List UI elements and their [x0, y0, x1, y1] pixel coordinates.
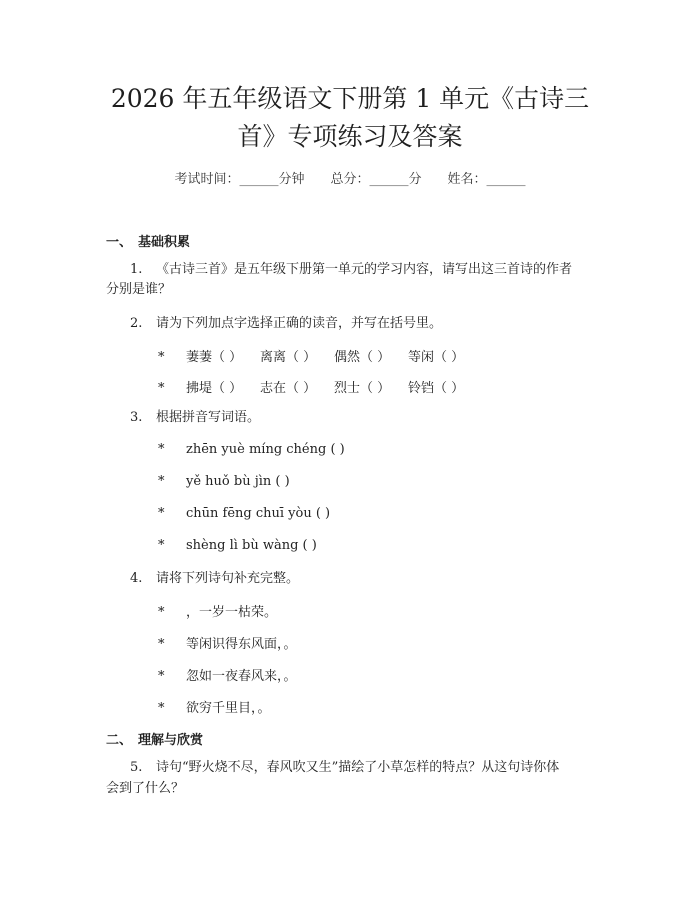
question-number: 5.: [130, 760, 143, 775]
list-item: [158, 377, 482, 396]
bullet-icon: *: [158, 442, 165, 457]
section-label: 理解与欣赏: [138, 733, 204, 748]
section-heading: [106, 729, 203, 748]
bullet-icon: *: [158, 637, 165, 652]
section-number: 二、: [106, 733, 133, 748]
question-number: 3.: [130, 410, 143, 425]
bullet-icon: *: [158, 474, 165, 489]
pinyin-item: chūn fēng chuī yòu ( ): [186, 506, 331, 521]
question-text: 请为下列加点字选择正确的读音，并写在括号里。: [156, 316, 443, 331]
question-text: 诗句“野火烧不尽，春风吹又生”描绘了小草怎样的特点？从这句诗你体: [156, 760, 560, 775]
bullet-icon: *: [158, 701, 165, 716]
student-name: 姓名：______: [447, 172, 526, 187]
title-line-2: 首》专项练习及答案: [237, 122, 463, 151]
list-item: [158, 538, 317, 553]
list-item: [158, 633, 297, 652]
section-number: 一、: [106, 235, 133, 250]
question-number: 1.: [130, 262, 143, 277]
question-3: [130, 406, 600, 430]
list-item: [158, 697, 271, 716]
list-item: [158, 665, 297, 684]
poem-line-item: ，一岁一枯荣。: [186, 605, 278, 620]
word-item: 等闲（ ）: [408, 350, 465, 365]
word-item: 志在（ ）: [260, 381, 317, 396]
question-text: 《古诗三首》是五年级下册第一单元的学习内容，请写出这三首诗的作者: [156, 262, 573, 277]
question-5-continued: [106, 777, 576, 801]
word-item: 离离（ ）: [260, 350, 317, 365]
question-text-continued: 分别是谁？: [106, 282, 172, 297]
bullet-icon: *: [158, 381, 165, 396]
list-item: [158, 442, 345, 457]
question-2: [130, 312, 600, 336]
exam-time: 考试时间：______分钟: [174, 172, 305, 187]
list-item: [158, 346, 482, 365]
word-item: 拂堤（ ）: [186, 381, 243, 396]
word-item: 偶然（ ）: [334, 350, 391, 365]
poem-line-item: 忽如一夜春风来，。: [186, 669, 297, 684]
section-heading: [106, 231, 190, 250]
question-number: 2.: [130, 316, 143, 331]
pinyin-item: yě huǒ bù jìn ( ): [186, 474, 290, 489]
question-number: 4.: [130, 571, 143, 586]
pinyin-item: zhēn yuè míng chéng ( ): [186, 442, 345, 457]
bullet-icon: *: [158, 669, 165, 684]
word-item: 萋萋（ ）: [186, 350, 243, 365]
list-item: [158, 601, 277, 620]
document-title: [80, 80, 620, 156]
question-4: [130, 567, 600, 591]
bullet-icon: *: [158, 605, 165, 620]
list-item: [158, 506, 330, 521]
title-line-1: 2026 年五年级语文下册第 1 单元《古诗三: [110, 84, 590, 113]
question-text: 请将下列诗句补充完整。: [156, 571, 300, 586]
poem-line-item: 欲穷千里目，。: [186, 701, 271, 716]
pinyin-item: shèng lì bù wàng ( ): [186, 538, 317, 553]
section-label: 基础积累: [138, 235, 191, 250]
question-text: 根据拼音写词语。: [156, 410, 261, 425]
question-text-continued: 会到了什么？: [106, 781, 185, 796]
exam-score: 总分：______分: [330, 172, 422, 187]
word-item: 铃铛（ ）: [408, 381, 465, 396]
bullet-icon: *: [158, 506, 165, 521]
bullet-icon: *: [158, 350, 165, 365]
list-item: [158, 474, 290, 489]
word-item: 烈士（ ）: [334, 381, 391, 396]
bullet-icon: *: [158, 538, 165, 553]
poem-line-item: 等闲识得东风面，。: [186, 637, 297, 652]
question-1-continued: [106, 278, 576, 302]
exam-meta: [0, 168, 700, 187]
